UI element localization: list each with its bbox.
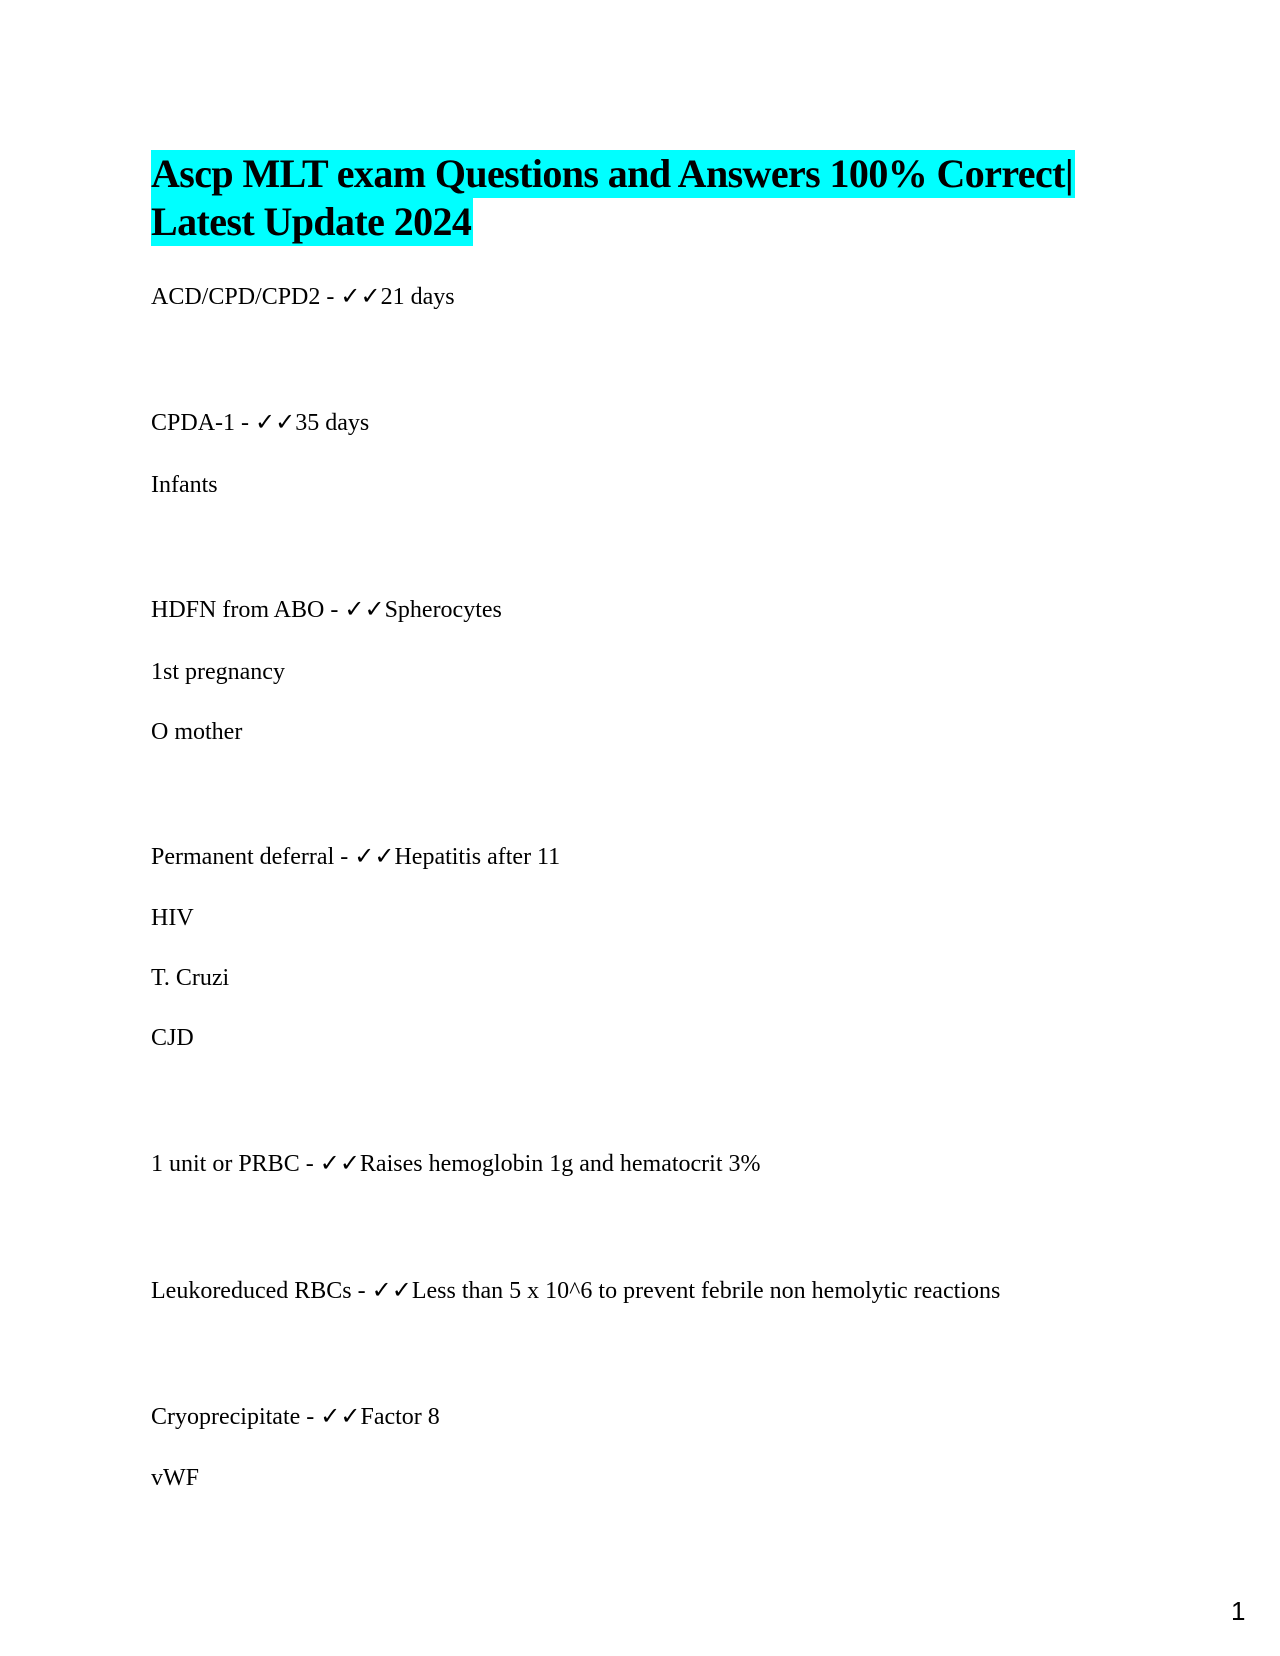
- qa-entry-acd-cpd: [151, 281, 455, 312]
- title-line-1: Ascp MLT exam Questions and Answers 100% Correct|: [151, 151, 1074, 196]
- title-line-2: Latest Update 2024: [151, 199, 472, 244]
- entry-term: HDFN from ABO -: [151, 597, 345, 623]
- entry-term: Permanent deferral -: [151, 844, 355, 870]
- double-check-icon: ✓✓: [340, 282, 381, 310]
- entry-answer: 21 days: [380, 284, 455, 310]
- qa-entry-cpda1: [151, 407, 369, 438]
- entry-answer: Less than 5 x 10^6 to prevent febrile non hemolytic reactions: [411, 1278, 1001, 1304]
- qa-entry-permanent-deferral: [151, 841, 560, 872]
- page-number: 1: [1231, 1596, 1246, 1626]
- qa-entry-leukoreduced: [151, 1275, 1000, 1306]
- entry-continuation-line: CJD: [151, 1025, 194, 1051]
- entry-continuation-line: O mother: [151, 719, 243, 745]
- double-check-icon: ✓✓: [344, 595, 385, 623]
- entry-term: Cryoprecipitate -: [151, 1404, 321, 1430]
- entry-continuation-line: vWF: [151, 1465, 199, 1491]
- entry-answer: Factor 8: [360, 1404, 440, 1430]
- entry-continuation-line: 1st pregnancy: [151, 659, 285, 685]
- qa-entry-cryoprecipitate: [151, 1401, 440, 1432]
- qa-entry-prbc: [151, 1148, 761, 1179]
- entry-term: CPDA-1 -: [151, 410, 256, 436]
- entry-continuation-line: HIV: [151, 905, 194, 931]
- double-check-icon: ✓✓: [320, 1402, 361, 1430]
- double-check-icon: ✓✓: [255, 408, 296, 436]
- document-title: [151, 150, 1151, 246]
- entry-term: ACD/CPD/CPD2 -: [151, 284, 341, 310]
- entry-continuation-line: T. Cruzi: [151, 965, 230, 991]
- double-check-icon: ✓✓: [371, 1276, 412, 1304]
- entry-answer: Raises hemoglobin 1g and hematocrit 3%: [359, 1151, 761, 1177]
- entry-answer: Hepatitis after 11: [394, 844, 561, 870]
- qa-entry-hdfn: [151, 594, 502, 625]
- entry-answer: 35 days: [295, 410, 370, 436]
- double-check-icon: ✓✓: [319, 1149, 360, 1177]
- double-check-icon: ✓✓: [354, 842, 395, 870]
- entry-continuation-line: Infants: [151, 472, 218, 498]
- entry-term: Leukoreduced RBCs -: [151, 1278, 372, 1304]
- entry-answer: Spherocytes: [384, 597, 502, 623]
- entry-term: 1 unit or PRBC -: [151, 1151, 320, 1177]
